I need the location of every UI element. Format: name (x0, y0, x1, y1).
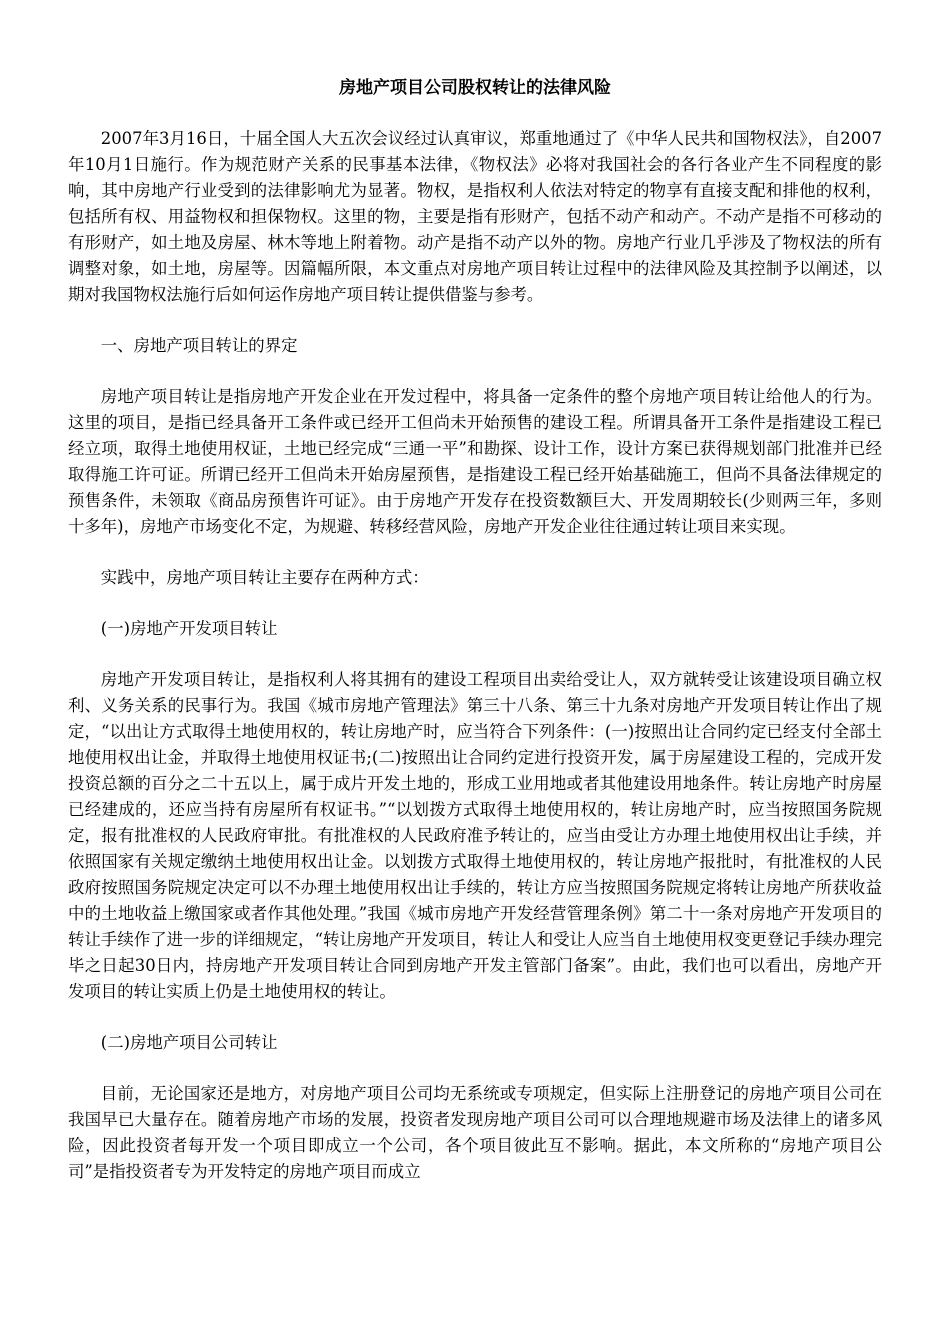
subsection-heading-2: (二)房地产项目公司转让 (100, 1033, 278, 1052)
paragraph-development-transfer: 房地产开发项目转让，是指权利人将其拥有的建设工程项目出卖给受让人，双方就转受让该建设项目确立权利、义务关系的民事行为。我国《城市房地产管理法》第三十八条、第三十九条对房地产开发项目转让作出了规定，“以出让方式取得土地使用权的，转让房地产时，应当符合下列条件：(一)按照出让合同约定已经支付全部土地使用权出让金，并取得土地使用权证书;(二)按照出让合同约定进行投资开发，属于房屋建设工程的，完成开发投资总额的百分之二十五以上，属于成片开发土地的，形成工业用地或者其他建设用地条件。转让房地产时房屋已经建成的，还应当持有房屋所有权证书。”“以划拨方式取得土地使用权的，转让房地产时，应当按照国务院规定，报有批准权的人民政府审批。有批准权的人民政府准予转让的，应当由受让方办理土地使用权出让手续，并依照国家有关规定缴纳土地使用权出让金。以划拨方式取得土地使用权的，转让房地产报批时，有批准权的人民政府按照国务院规定决定可以不办理土地使用权出让手续的，转让方应当按照国务院规定将转让房地产所获收益中的土地收益上缴国家或者作其他处理。”我国《城市房地产开发经营管理条例》第二十一条对房地产开发项目的转让手续作了进一步的详细规定，“转让房地产开发项目，转让人和受让人应当自土地使用权变更登记手续办理完毕之日起30日内，持房地产开发项目转让合同到房地产开发主管部门备案”。由此，我们也可以看出，房地产开发项目的转让实质上仍是土地使用权的转让。 (68, 670, 882, 1001)
paragraph-practice: 实践中，房地产项目转让主要存在两种方式： (100, 568, 429, 587)
document-page (68, 76, 882, 1210)
paragraph-company-transfer: 目前，无论国家还是地方，对房地产项目公司均无系统或专项规定，但实际上注册登记的房地产项目公司在我国早已大量存在。随着房地产市场的发展，投资者发现房地产项目公司可以合理地规避市场及法律上的诸多风险，因此投资者每开发一个项目即成立一个公司，各个项目彼此互不影响。据此，本文所称的“房地产项目公司”是指投资者专为开发特定的房地产项目而成立 (68, 1084, 882, 1181)
section-heading-1: 一、房地产项目转让的界定 (100, 336, 298, 355)
paragraph-intro: 2007年3月16日，十届全国人大五次会议经过认真审议，郑重地通过了《中华人民共和国物权法》，自2007年10月1日施行。作为规范财产关系的民事基本法律，《物权法》必将对我国社会的各行各业产生不同程度的影响，其中房地产行业受到的法律影响尤为显著。物权，是指权利人依法对特定的物享有直接支配和排他的权利，包括所有权、用益物权和担保物权。这里的物，主要是指有形财产，包括不动产和动产。不动产是指不可移动的有形财产，如土地及房屋、林木等地上附着物。动产是指不动产以外的物。房地产行业几乎涉及了物权法的所有调整对象，如土地，房屋等。因篇幅所限，本文重点对房地产项目转让过程中的法律风险及其控制予以阐述，以期对我国物权法施行后如何运作房地产项目转让提供借鉴与参考。 (68, 129, 882, 304)
document-title: 房地产项目公司股权转让的法律风险 (339, 78, 611, 98)
paragraph-definition: 房地产项目转让是指房地产开发企业在开发过程中，将具备一定条件的整个房地产项目转让给他人的行为。这里的项目，是指已经具备开工条件或已经开工但尚未开始预售的建设工程。所谓具备开工条件是指建设工程已经立项，取得土地使用权证，土地已经完成“三通一平”和勘探、设计工作，设计方案已获得规划部门批准并已经取得施工许可证。所谓已经开工但尚未开始房屋预售，是指建设工程已经开始基础施工，但尚不具备法律规定的预售条件，未领取《商品房预售许可证》。由于房地产开发存在投资数额巨大、开发周期较长(少则两三年，多则十多年)，房地产市场变化不定，为规避、转移经营风险，房地产开发企业往往通过转让项目来实现。 (68, 387, 882, 536)
subsection-heading-1: (一)房地产开发项目转让 (100, 619, 278, 638)
